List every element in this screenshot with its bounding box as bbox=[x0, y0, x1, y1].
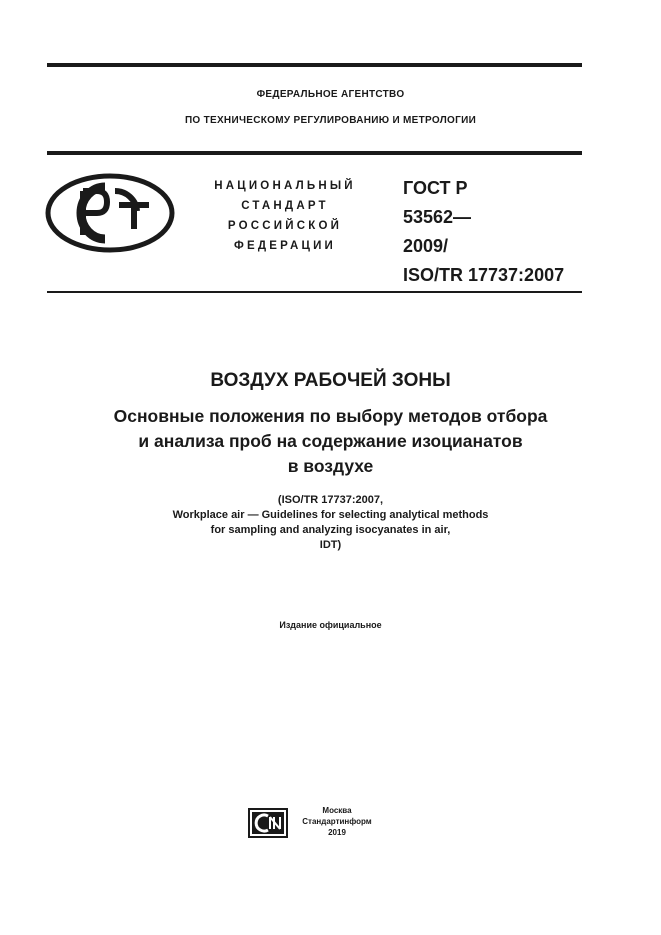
publisher-city: Москва bbox=[322, 806, 352, 815]
reference-line: IDT) bbox=[319, 539, 342, 551]
standartinform-logo-icon bbox=[248, 808, 288, 838]
designation-line: ISO/TR 17737:2007 bbox=[403, 265, 565, 285]
agency-line-2: ПО ТЕХНИЧЕСКОМУ РЕГУЛИРОВАНИЮ И МЕТРОЛОГИИ bbox=[184, 115, 477, 126]
national-standard-label bbox=[195, 176, 375, 256]
reference-line: Workplace air — Guidelines for selecting analytical methods bbox=[172, 509, 489, 521]
edition-label: Издание официальное bbox=[279, 620, 382, 630]
standard-designation bbox=[403, 174, 564, 290]
iso-reference bbox=[60, 493, 601, 553]
reference-line: (ISO/TR 17737:2007, bbox=[277, 494, 384, 506]
subtitle-line: в воздухе bbox=[287, 456, 374, 476]
national-standard-line: НАЦИОНАЛЬНЫЙ bbox=[214, 180, 356, 192]
bottom-rule bbox=[47, 291, 582, 293]
rst-logo-icon bbox=[45, 173, 175, 253]
top-rule bbox=[47, 63, 582, 67]
reference-line: for sampling and analyzing isocyanates in air, bbox=[210, 524, 451, 536]
designation-line: 53562— bbox=[403, 207, 472, 227]
middle-rule bbox=[47, 151, 582, 155]
agency-line-1: ФЕДЕРАЛЬНОЕ АГЕНТСТВО bbox=[256, 89, 405, 100]
subtitle-line: Основные положения по выбору методов отбора bbox=[113, 406, 548, 426]
document-title: ВОЗДУХ РАБОЧЕЙ ЗОНЫ bbox=[210, 370, 451, 391]
national-standard-line: ФЕДЕРАЦИИ bbox=[233, 240, 337, 252]
publisher-name: Стандартинформ bbox=[302, 817, 372, 826]
document-subtitle bbox=[60, 404, 601, 479]
publisher-info bbox=[292, 805, 382, 838]
national-standard-line: РОССИЙСКОЙ bbox=[227, 220, 343, 232]
subtitle-line: и анализа проб на содержание изоцианатов bbox=[138, 431, 523, 451]
designation-line: 2009/ bbox=[403, 236, 449, 256]
national-standard-line: СТАНДАРТ bbox=[241, 200, 329, 212]
publisher-year: 2019 bbox=[328, 828, 346, 837]
designation-line: ГОСТ Р bbox=[403, 178, 468, 198]
